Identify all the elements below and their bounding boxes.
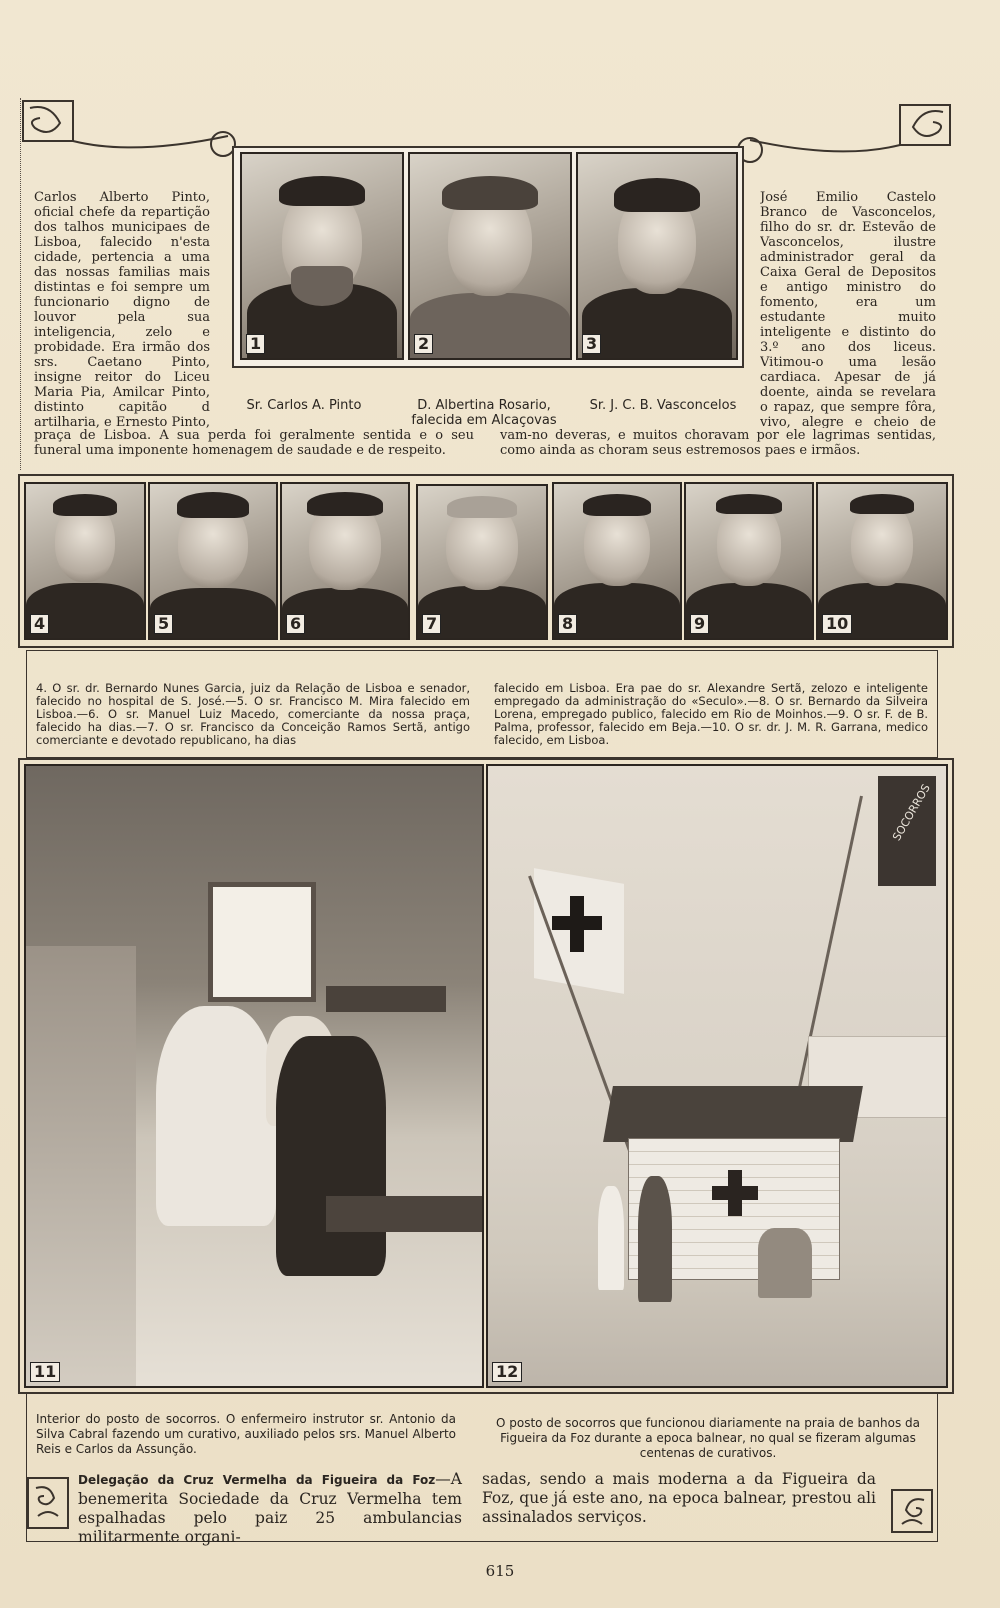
portrait-9 <box>684 482 814 640</box>
portrait-8 <box>552 482 682 640</box>
flag-left-cross-bar <box>552 916 602 930</box>
portrait-10 <box>816 482 948 640</box>
article-cruz-vermelha-left <box>78 1470 462 1547</box>
portrait-2-body <box>410 293 570 358</box>
portrait-1-beard <box>291 266 353 306</box>
caption-interior: Interior do posto de socorros. O enfermeiro instrutor sr. Antonio da Silva Cabral fazendo um curativo, auxiliado pelos srs. Manuel Alberto Reis e Carlos da Assunção. <box>36 1412 456 1456</box>
caption-vasconcelos: Sr. J. C. B. Vasconcelos <box>589 398 737 413</box>
interior-bench <box>326 1196 482 1232</box>
photo-number-6: 6 <box>286 614 305 634</box>
hut-cross-horizontal <box>712 1186 758 1200</box>
caption-albertina-rosario: D. Albertina Rosario, falecida em Alcaçovas <box>411 398 557 428</box>
ornament-top-right <box>735 100 957 170</box>
portrait-9-hair <box>716 494 782 514</box>
vasconcelos-obituary: José Emilio Castelo Branco de Vasconcelos, filho do sr. dr. Estevão de Vasconcelos, ilustre administrador geral da Caixa Geral de Depositos e antigo ministro do fomento, era um estudante muito inteligente e distinto do 3.º ano dos liceus. Vitimou-o uma lesão cardiaca. Apesar de já doente, ainda se revelara o rapaz, que sempre fôra, vivo, alegre e cheio de <box>760 190 936 428</box>
portrait-6 <box>280 482 410 640</box>
ornament-top-left <box>18 96 238 166</box>
photo-number-4: 4 <box>30 614 49 634</box>
middle-caption-left: 4. O sr. dr. Bernardo Nunes Garcia, juiz da Relação de Lisboa e senador, falecido no hospital de S. José.—5. O sr. Francisco M. Mira falecido em Lisboa.—6. O sr. Manuel Luiz Macedo, comerciante da nossa praça, falecido ha dias.—7. O sr. Francisco da Conceição Ramos Sertã, antigo comerciante e devotado republicano, ha dias <box>36 681 470 747</box>
patient-figure <box>276 1036 386 1276</box>
ornament-bottom-left <box>26 1476 72 1532</box>
interior-window <box>208 882 316 1002</box>
portrait-8-hair <box>583 494 651 516</box>
portrait-7-hair <box>447 496 517 518</box>
photo-number-10: 10 <box>822 614 852 634</box>
middle-caption-right: falecido em Lisboa. Era pae do sr. Alexandre Sertã, zelozo e inteligente empregado da administração do «Seculo».—8. O sr. Bernardo da Silveira Lorena, empregado publico, falecido em Rio de Moinhos.—9. O sr. F. de B. Palma, professor, falecido em Beja.—10. O sr. dr. J. M. R. Garrana, medico falecido, em Lisboa. <box>494 681 928 747</box>
portrait-3-hair <box>614 178 700 212</box>
portrait-5 <box>148 482 278 640</box>
portrait-3-body <box>582 288 732 358</box>
photo-12-beach-post <box>486 764 948 1388</box>
interior-shelf <box>326 986 446 1012</box>
nurse-figure-1 <box>156 1006 276 1226</box>
carlos-pinto-obituary-cont: praça de Lisboa. A sua perda foi geralmente sentida e o seu funeral uma imponente homenagem de saudade e de respeito. <box>34 428 474 458</box>
photo-number-3: 3 <box>582 334 601 354</box>
portrait-4-hair <box>53 494 117 516</box>
photo-number-5: 5 <box>154 614 173 634</box>
portrait-2-hair <box>442 176 538 210</box>
photo-number-8: 8 <box>558 614 577 634</box>
ornament-bottom-right <box>890 1488 936 1536</box>
portrait-10-hair <box>850 494 914 514</box>
photo-number-9: 9 <box>690 614 709 634</box>
officer-figure <box>638 1176 672 1302</box>
photo-number-11: 11 <box>30 1362 60 1382</box>
vasconcelos-obituary-cont: vam-no deveras, e muitos choravam por ele lagrimas sentidas, como ainda as choram seus estremosos paes e irmãos. <box>500 428 936 458</box>
photo-number-1: 1 <box>246 334 265 354</box>
carlos-pinto-obituary: Carlos Alberto Pinto, oficial chefe da repartição dos talhos municipaes de Lisboa, falecido n'esta cidade, pertencia a uma das nossas familias mais distintas e foi sempre um funcionario digno de louvor pela sua inteligencia, zelo e probidade. Era irmão dos srs. Caetano Pinto, insigne reitor do Liceu Maria Pia, Amilcar Pinto, distinto capitão d artilharia, e Ernesto Pinto, <box>34 190 210 428</box>
article-left-body: —A benemerita Sociedade da Cruz Vermelha tem espalhadas pelo paiz 25 ambulancias militarmente organi- <box>78 1470 462 1546</box>
portrait-1 <box>240 152 404 360</box>
article-heading: Delegação da Cruz Vermelha da Figueira da Foz <box>78 1473 436 1487</box>
portrait-6-hair <box>307 492 383 516</box>
portrait-2 <box>408 152 572 360</box>
portrait-7 <box>416 484 548 640</box>
portrait-5-hair <box>177 492 249 518</box>
interior-cabinet <box>26 946 136 1386</box>
photo-11-interior <box>24 764 484 1388</box>
wicker-chair <box>758 1228 812 1298</box>
caption-carlos-pinto: Sr. Carlos A. Pinto <box>246 398 362 413</box>
portrait-3 <box>576 152 738 360</box>
caption-beach-post: O posto de socorros que funcionou diariamente na praia de banhos da Figueira da Foz durante a epoca balnear, no qual se fizeram algumas centenas de curativos. <box>495 1416 921 1460</box>
photo-number-2: 2 <box>414 334 433 354</box>
nurse-figure-3 <box>598 1186 624 1290</box>
portrait-1-hair <box>279 176 365 206</box>
portrait-4 <box>24 482 146 640</box>
flag-right-text: SOCORROS <box>890 782 933 843</box>
photo-number-7: 7 <box>422 614 441 634</box>
hut-roof <box>603 1086 863 1142</box>
article-cruz-vermelha-right: sadas, sendo a mais moderna a da Figueira da Foz, que já este ano, na epoca balnear, prestou ali assinalados serviços. <box>482 1470 876 1526</box>
page-number: 615 <box>485 1562 515 1580</box>
photo-number-12: 12 <box>492 1362 522 1382</box>
